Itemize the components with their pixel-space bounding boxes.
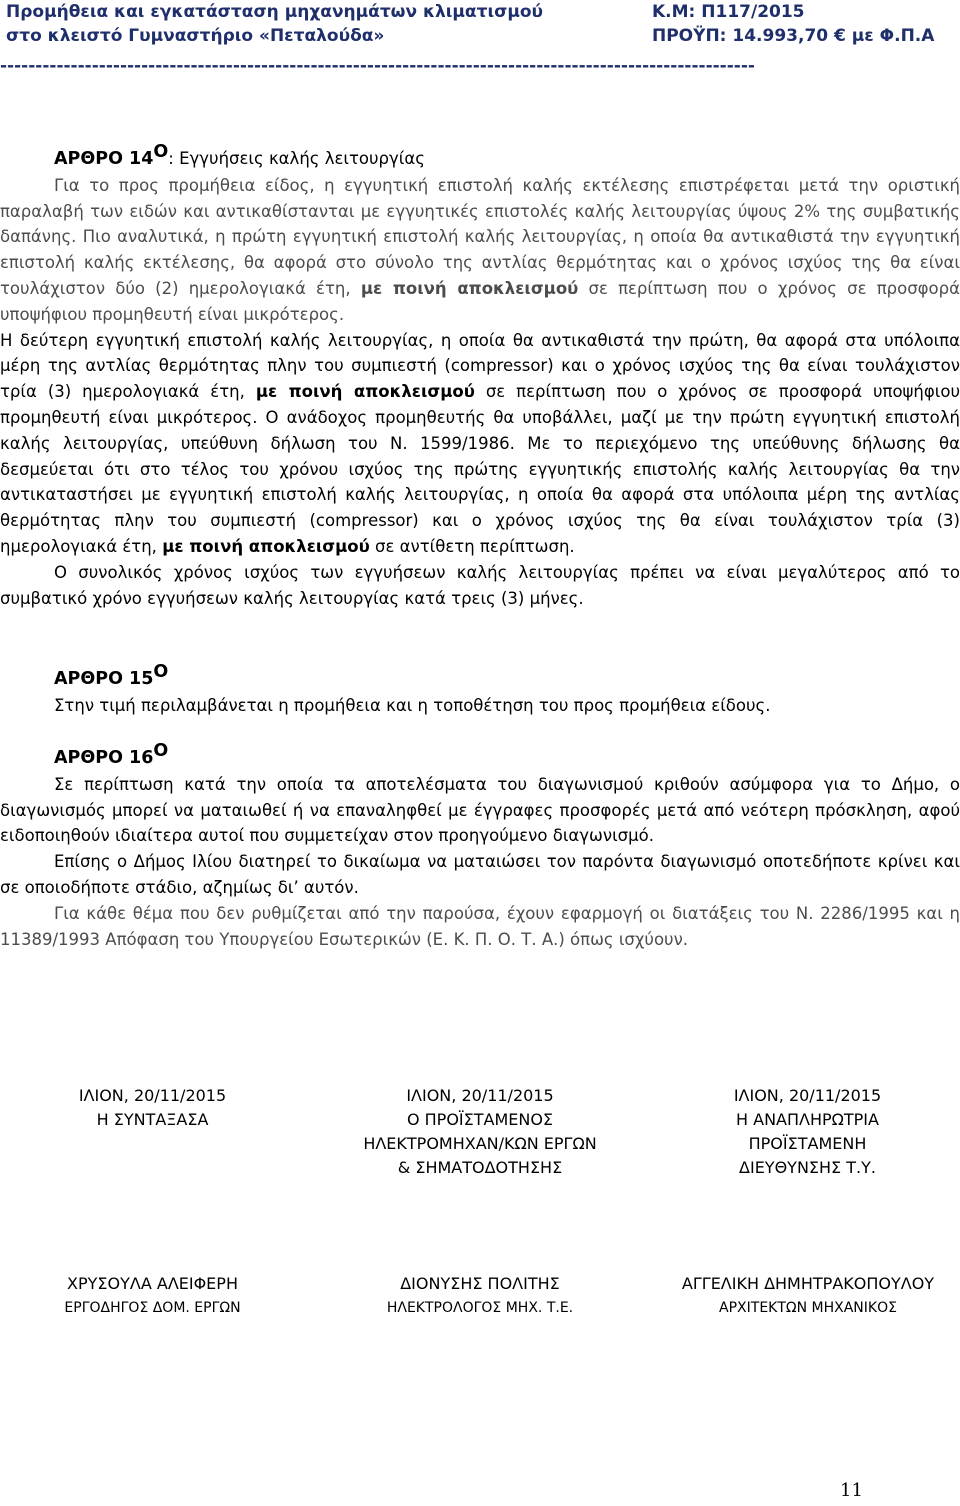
article-14-title: : Εγγυήσεις καλής λειτουργίας [168,149,425,168]
signature-block-1 [45,1084,260,1132]
signatory-2 [340,1272,620,1320]
article-16-paragraph-2: Επίσης ο Δήμος Ιλίου διατηρεί το δικαίωμα να ματαιώσει τον παρόντα διαγωνισμό οποτεδήποτε κρίνει και σε οποιοδήποτε στάδιο, αζημίως δι’ αυτόν. [0,852,960,897]
signatory-3 [660,1272,956,1320]
article-15 [0,662,960,719]
signature-block-2 [325,1084,635,1180]
article-16 [0,741,960,952]
signature-date: ΙΛΙΟΝ, 20/11/2015 [733,1086,882,1105]
signatory-name: ΧΡΥΣΟΥΛΑ ΑΛΕΙΦΕΡΗ [67,1274,238,1293]
article-15-text: Στην τιμή περιλαμβάνεται η προμήθεια και η τοποθέτηση του προς προμήθεια είδους. [54,695,771,715]
header-project-location: στο κλειστό Γυμναστήριο «Πεταλούδα» [6,26,385,46]
signature-role: Η ΣΥΝΤΑΞΑΣΑ [96,1110,209,1129]
signature-date: ΙΛΙΟΝ, 20/11/2015 [406,1086,554,1105]
header-budget: ΠΡΟΫΠ: 14.993,70 € με Φ.Π.Α [652,26,935,46]
signature-role: ΗΛΕΚΤΡΟΜΗΧΑΝ/ΚΩΝ ΕΡΓΩΝ [363,1134,597,1153]
article-14-paragraph-2: Η δεύτερη εγγυητική επιστολή καλής λειτουργίας, η οποία θα αντικαθιστά την πρώτη, θα αφορά στα υπόλοιπα μέρη της αντλίας θερμότητας πλην του συμπιεστή (compressor) και ο χρόνος ισχύος της θα είναι τουλάχιστον τρία (3) ημερολογιακά έτη, με ποινή αποκλεισμού σε περίπτωση που ο χρόνος σε προσφορά υποψήφιου προμηθευτή είναι μικρότερος. Ο ανάδοχος προμηθευτής θα υποβάλλει, μαζί με την πρώτη εγγυητική επιστολή καλής λειτουργίας, υπεύθυνη δήλωση του Ν. 1599/1986. Με το περιεχόμενο της υπεύθυνης δήλωσης θα δεσμεύεται ότι στο τέλος του χρόνου ισχύος της πρώτης εγγυητικής επιστολής καλής λειτουργίας θα την αντικαταστήσει με εγγυητική επιστολή καλής λειτουργίας, η οποία θα αφορά στα υπόλοιπα μέρη της αντλίας θερμότητας πλην του συμπιεστή (compressor) και ο χρόνος ισχύος της θα είναι τουλάχιστον τρία (3) ημερολογιακά έτη, με ποινή αποκλεισμού σε αντίθετη περίπτωση. [0,330,960,556]
article-14-heading [0,142,960,173]
signature-date: ΙΛΙΟΝ, 20/11/2015 [78,1086,227,1105]
article-14-sup: Ο [153,142,169,162]
signatory-title: ΗΛΕΚΤΡΟΛΟΓΟΣ ΜΗΧ. Τ.Ε. [386,1300,574,1316]
article-14-label: ΑΡΘΡΟ 14 [54,149,154,169]
article-14-paragraph-3: Ο συνολικός χρόνος ισχύος των εγγυήσεων καλής λειτουργίας πρέπει να είναι μεγαλύτερος από το συμβατικό χρόνο εγγυήσεων καλής λειτουργίας κατά τρεις (3) μήνες. [0,562,960,608]
article-16-label: ΑΡΘΡΟ 16 [54,748,154,768]
article-14 [0,142,960,611]
article-16-paragraph-1: Σε περίπτωση κατά την οποία τα αποτελέσματα του διαγωνισμού κριθούν ασύμφορα για το Δήμο, ο διαγωνισμός μπορεί να ματαιωθεί ή να επαναληφθεί με έγγραφες προσφορές μετά από νεότερη πρόσκληση, αφού ειδοποιηθούν ιδιαίτερα αυτοί που συμμετείχαν στον προηγούμενο διαγωνισμό. [0,774,960,846]
penalty-emphasis: με ποινή αποκλεισμού [162,536,370,556]
article-16-sup: Ο [153,741,169,761]
signatory-1 [25,1272,280,1320]
page-number: 11 [840,1480,863,1501]
signatory-name: ΔΙΟΝΥΣΗΣ ΠΟΛΙΤΗΣ [400,1274,560,1293]
article-15-sup: Ο [153,662,169,682]
penalty-emphasis: με ποινή αποκλεισμού [360,278,579,298]
signatory-name: ΑΓΓΕΛΙΚΗ ΔΗΜΗΤΡΑΚΟΠΟΥΛΟΥ [681,1274,935,1293]
signatory-title: ΑΡΧΙΤΕΚΤΩΝ ΜΗΧΑΝΙΚΟΣ [719,1300,897,1316]
signature-role: & ΣΗΜΑΤΟΔΟΤΗΣΗΣ [397,1158,563,1177]
signature-block-3 [700,1084,915,1180]
article-14-paragraph-1: Για το προς προμήθεια είδος, η εγγυητική επιστολή καλής εκτέλεσης επιστρέφεται μετά την οριστική παραλαβή των ειδών και αντικαθίστανται με εγγυητικές επιστολές καλής λειτουργίας ύψους 2% της συμβατικής δαπάνης. Πιο αναλυτικά, η πρώτη εγγυητική επιστολή καλής λειτουργίας, η οποία θα αντικαθιστά την εγγυητική επιστολή καλής εκτέλεσης, θα αφορά στο σύνολο της αντλίας θερμότητας και ο χρόνος ισχύος της θα είναι τουλάχιστον δύο (2) ημερολογιακά έτη, με ποινή αποκλεισμού σε περίπτωση που ο χρόνος σε προσφορά υποψήφιου προμηθευτή είναι μικρότερος. [0,175,960,324]
header-project-code: Κ.Μ: Π117/2015 [652,2,805,22]
page-header [0,0,960,80]
signatory-title: ΕΡΓΟΔΗΓΟΣ ΔΟΜ. ΕΡΓΩΝ [64,1300,241,1316]
signature-role: Η ΑΝΑΠΛΗΡΩΤΡΙΑ [736,1110,879,1129]
article-16-paragraph-3: Για κάθε θέμα που δεν ρυθμίζεται από την παρούσα, έχουν εφαρμογή οι διατάξεις του Ν. 2286/1995 και η 11389/1993 Απόφαση του Υπουργείου Εσωτερικών (Ε. Κ. Π. Ο. Τ. Α.) όπως ισχύουν. [0,903,960,949]
penalty-emphasis: με ποινή αποκλεισμού [255,382,475,402]
signature-role: ΠΡΟΪΣΤΑΜΕΝΗ [748,1134,867,1153]
article-16-heading [0,741,960,772]
header-rule: ----------------------------------------------------------------------------------------------------------- [0,56,755,76]
signature-role: ΔΙΕΥΘΥΝΣΗΣ Τ.Υ. [739,1158,876,1177]
signature-role: Ο ΠΡΟΪΣΤΑΜΕΝΟΣ [406,1110,554,1129]
article-15-heading [0,662,960,693]
header-project-title: Προμήθεια και εγκατάσταση μηχανημάτων κλιματισμού [6,2,543,22]
article-15-label: ΑΡΘΡΟ 15 [54,669,154,689]
